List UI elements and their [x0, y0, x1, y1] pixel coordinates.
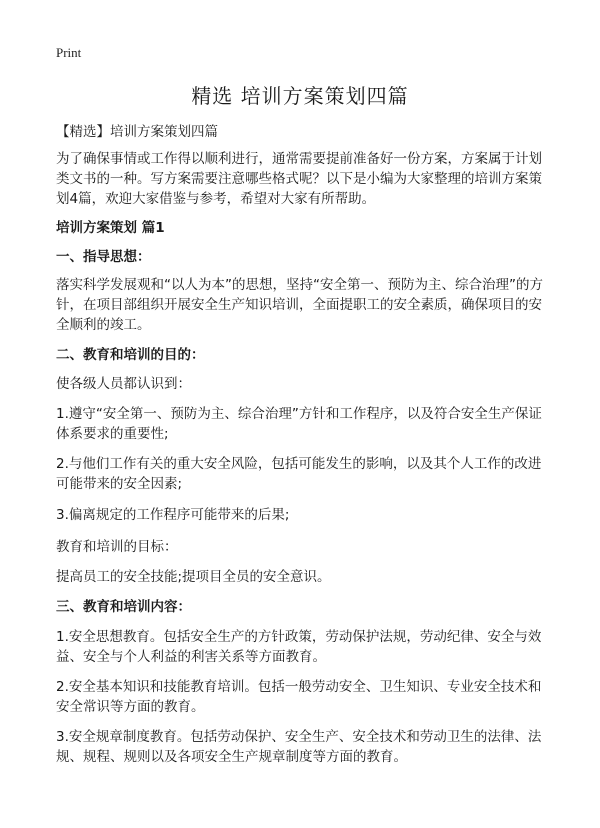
- list-item: 2.安全基本知识和技能教育培训。包括一般劳动安全、卫生知识、专业安全技术和安全常识等方面的教育。: [56, 679, 542, 715]
- list-item: 1.安全思想教育。包括安全生产的方针政策，劳动保护法规，劳动纪律、安全与效益、安全与个人利益的利害关系等方面教育。: [56, 629, 542, 665]
- list-item: 3.安全规章制度教育。包括劳动保护、安全生产、安全技术和劳动卫生的法律、法规、规程、规则以及各项安全生产规章制度等方面的教育。: [56, 729, 542, 765]
- paragraph-goals: 提高员工的安全技能;提项目全员的安全意识。: [56, 569, 331, 585]
- page-title: 精选 培训方案策划四篇: [191, 84, 409, 108]
- heading-education-purpose: 二、教育和培训的目的：: [56, 347, 205, 363]
- paragraph-goals-label: 教育和培训的目标：: [56, 539, 178, 555]
- section-title: 培训方案策划 篇1: [56, 220, 165, 236]
- heading-education-content: 三、教育和培训内容：: [56, 599, 191, 615]
- heading-guiding-thought: 一、指导思想：: [56, 249, 151, 265]
- paragraph-awareness-intro: 使各级人员都认识到：: [56, 376, 191, 392]
- paragraph-guiding-thought: 落实科学发展观和“以人为本”的思想，坚持“安全第一、预防为主、综合治理”的方针，在项目部组织开展安全生产知识培训，全面提职工的安全素质，确保项目的安全顺利的竣工。: [56, 277, 543, 333]
- document-subtitle: 【精选】培训方案策划四篇: [56, 124, 218, 140]
- list-item: 2.与他们工作有关的重大安全风险，包括可能发生的影响，以及其个人工作的改进可能带来的安全因素;: [56, 456, 542, 492]
- list-item: 1.遵守“安全第一、预防为主、综合治理”方针和工作程序，以及符合安全生产保证体系要求的重要性;: [56, 406, 542, 442]
- list-item: 3.偏离规定的工作程序可能带来的后果;: [56, 507, 290, 523]
- intro-paragraph: 为了确保事情或工作得以顺利进行，通常需要提前准备好一份方案，方案属于计划类文书的一种。写方案需要注意哪些格式呢？以下是小编为大家整理的培训方案策划4篇，欢迎大家借鉴与参考，希望对大家有所帮助。: [56, 151, 542, 207]
- print-link[interactable]: Print: [56, 45, 82, 60]
